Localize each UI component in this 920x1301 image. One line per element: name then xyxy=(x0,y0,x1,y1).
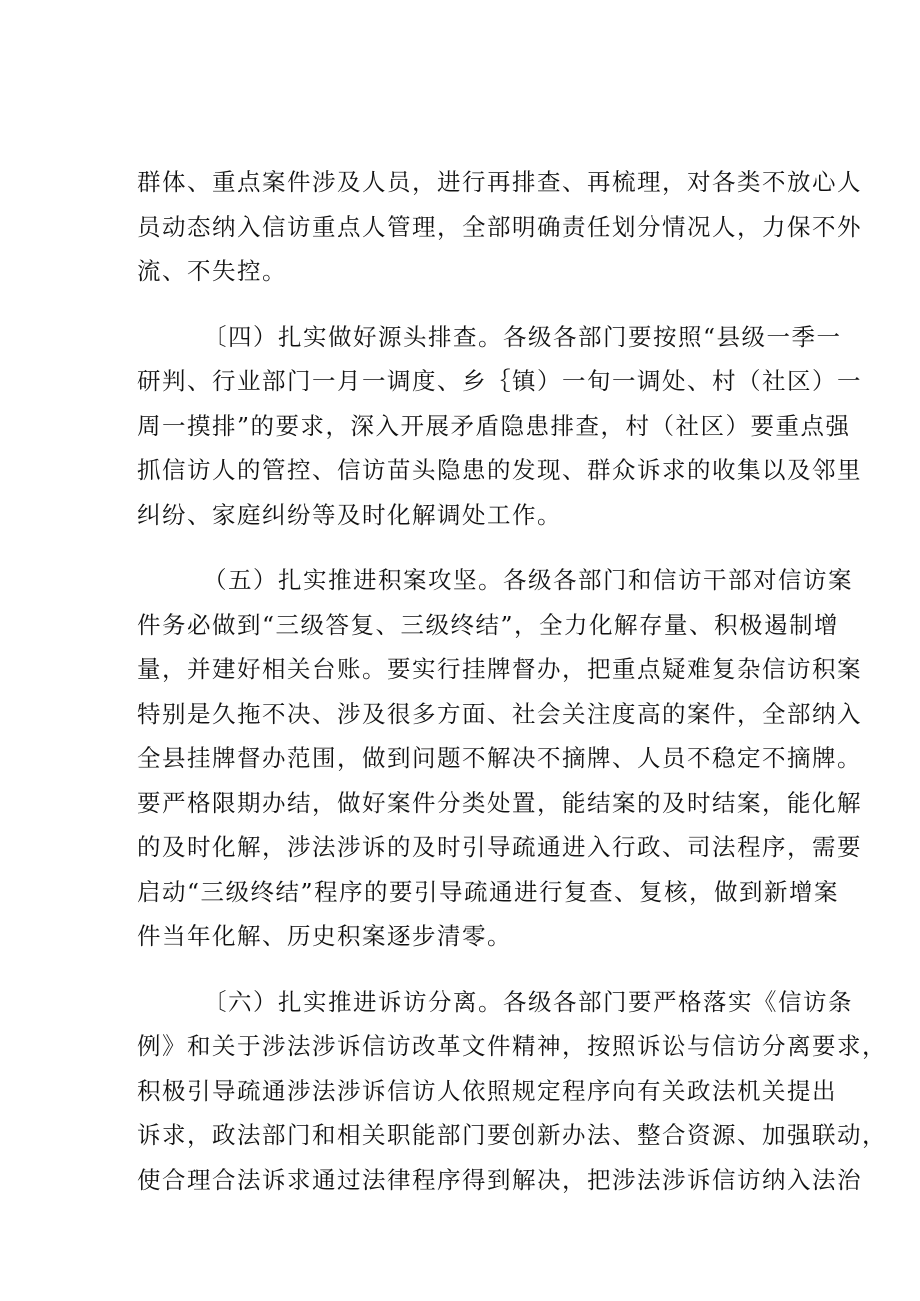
text-line: 件务必做到“三级答复、三级终结”，全力化解存量、积极遏制增 xyxy=(137,610,840,639)
text-line: 要严格限期办结，做好案件分类处置，能结案的及时结案，能化解 xyxy=(137,788,862,817)
text-line: 启动“三级终结”程序的要引导疏通进行复查、复核，做到新增案 xyxy=(137,877,840,906)
text-line: 诉求，政法部门和相关职能部门要创新办法、整合资源、加强联动， xyxy=(137,1121,887,1149)
text-line: 特别是久拖不决、涉及很多方面、社会关注度高的案件，全部纳入 xyxy=(137,699,862,728)
text-line: 量，并建好相关台账。要实行挂牌督办，把重点疑难复杂信访积案 xyxy=(137,655,862,683)
text-line: 使合理合法诉求通过法律程序得到解决，把涉法涉诉信访纳入法治 xyxy=(137,1165,862,1194)
text-line: 流、不失控。 xyxy=(137,257,287,285)
text-line: 员动态纳入信访重点人管理，全部明确责任划分情况人，力保不外 xyxy=(137,212,862,241)
text-line: 全县挂牌督办范围，做到问题不解决不摘牌、人员不稳定不摘牌。 xyxy=(137,744,862,772)
paragraph-continuation xyxy=(137,160,862,294)
document-body xyxy=(137,160,887,1223)
text-line: 例》和关于涉法涉诉信访改革文件精神，按照诉讼与信访分离要求， xyxy=(137,1032,887,1060)
paragraph-backlog-cases xyxy=(137,558,862,959)
text-line: 抓信访人的管控、信访苗头隐患的发现、群众诉求的收集以及邻里 xyxy=(137,456,862,484)
text-line: 研判、行业部门一月一调度、乡｛镇）一旬一调处、村（社区）一 xyxy=(137,367,862,395)
text-line: 〔六）扎实推进诉访分离。各级各部门要严格落实《信访条 xyxy=(203,987,853,1016)
text-line: 群体、重点案件涉及人员，进行再排查、再梳理，对各类不放心人 xyxy=(137,168,862,196)
text-line: （五）扎实推进积案攻坚。各级各部门和信访干部对信访案 xyxy=(203,566,853,594)
text-line: 〔四）扎实做好源头排查。各级各部门要按照“县级一季一 xyxy=(203,322,842,351)
text-line: 纠纷、家庭纠纷等及时化解调处工作。 xyxy=(137,500,562,529)
text-line: 的及时化解，涉法涉诉的及时引导疏通进入行政、司法程序，需要 xyxy=(137,833,862,861)
text-line: 积极引导疏通涉法涉诉信访人依照规定程序向有关政法机关提出 xyxy=(137,1076,837,1105)
paragraph-litigation-separation xyxy=(137,980,887,1203)
text-line: 件当年化解、历史积案逐步清零。 xyxy=(137,922,512,950)
text-line: 周一摸排”的要求，深入开展矛盾隐患排查，村（社区）要重点强 xyxy=(137,411,851,440)
paragraph-source-screening xyxy=(137,315,862,538)
